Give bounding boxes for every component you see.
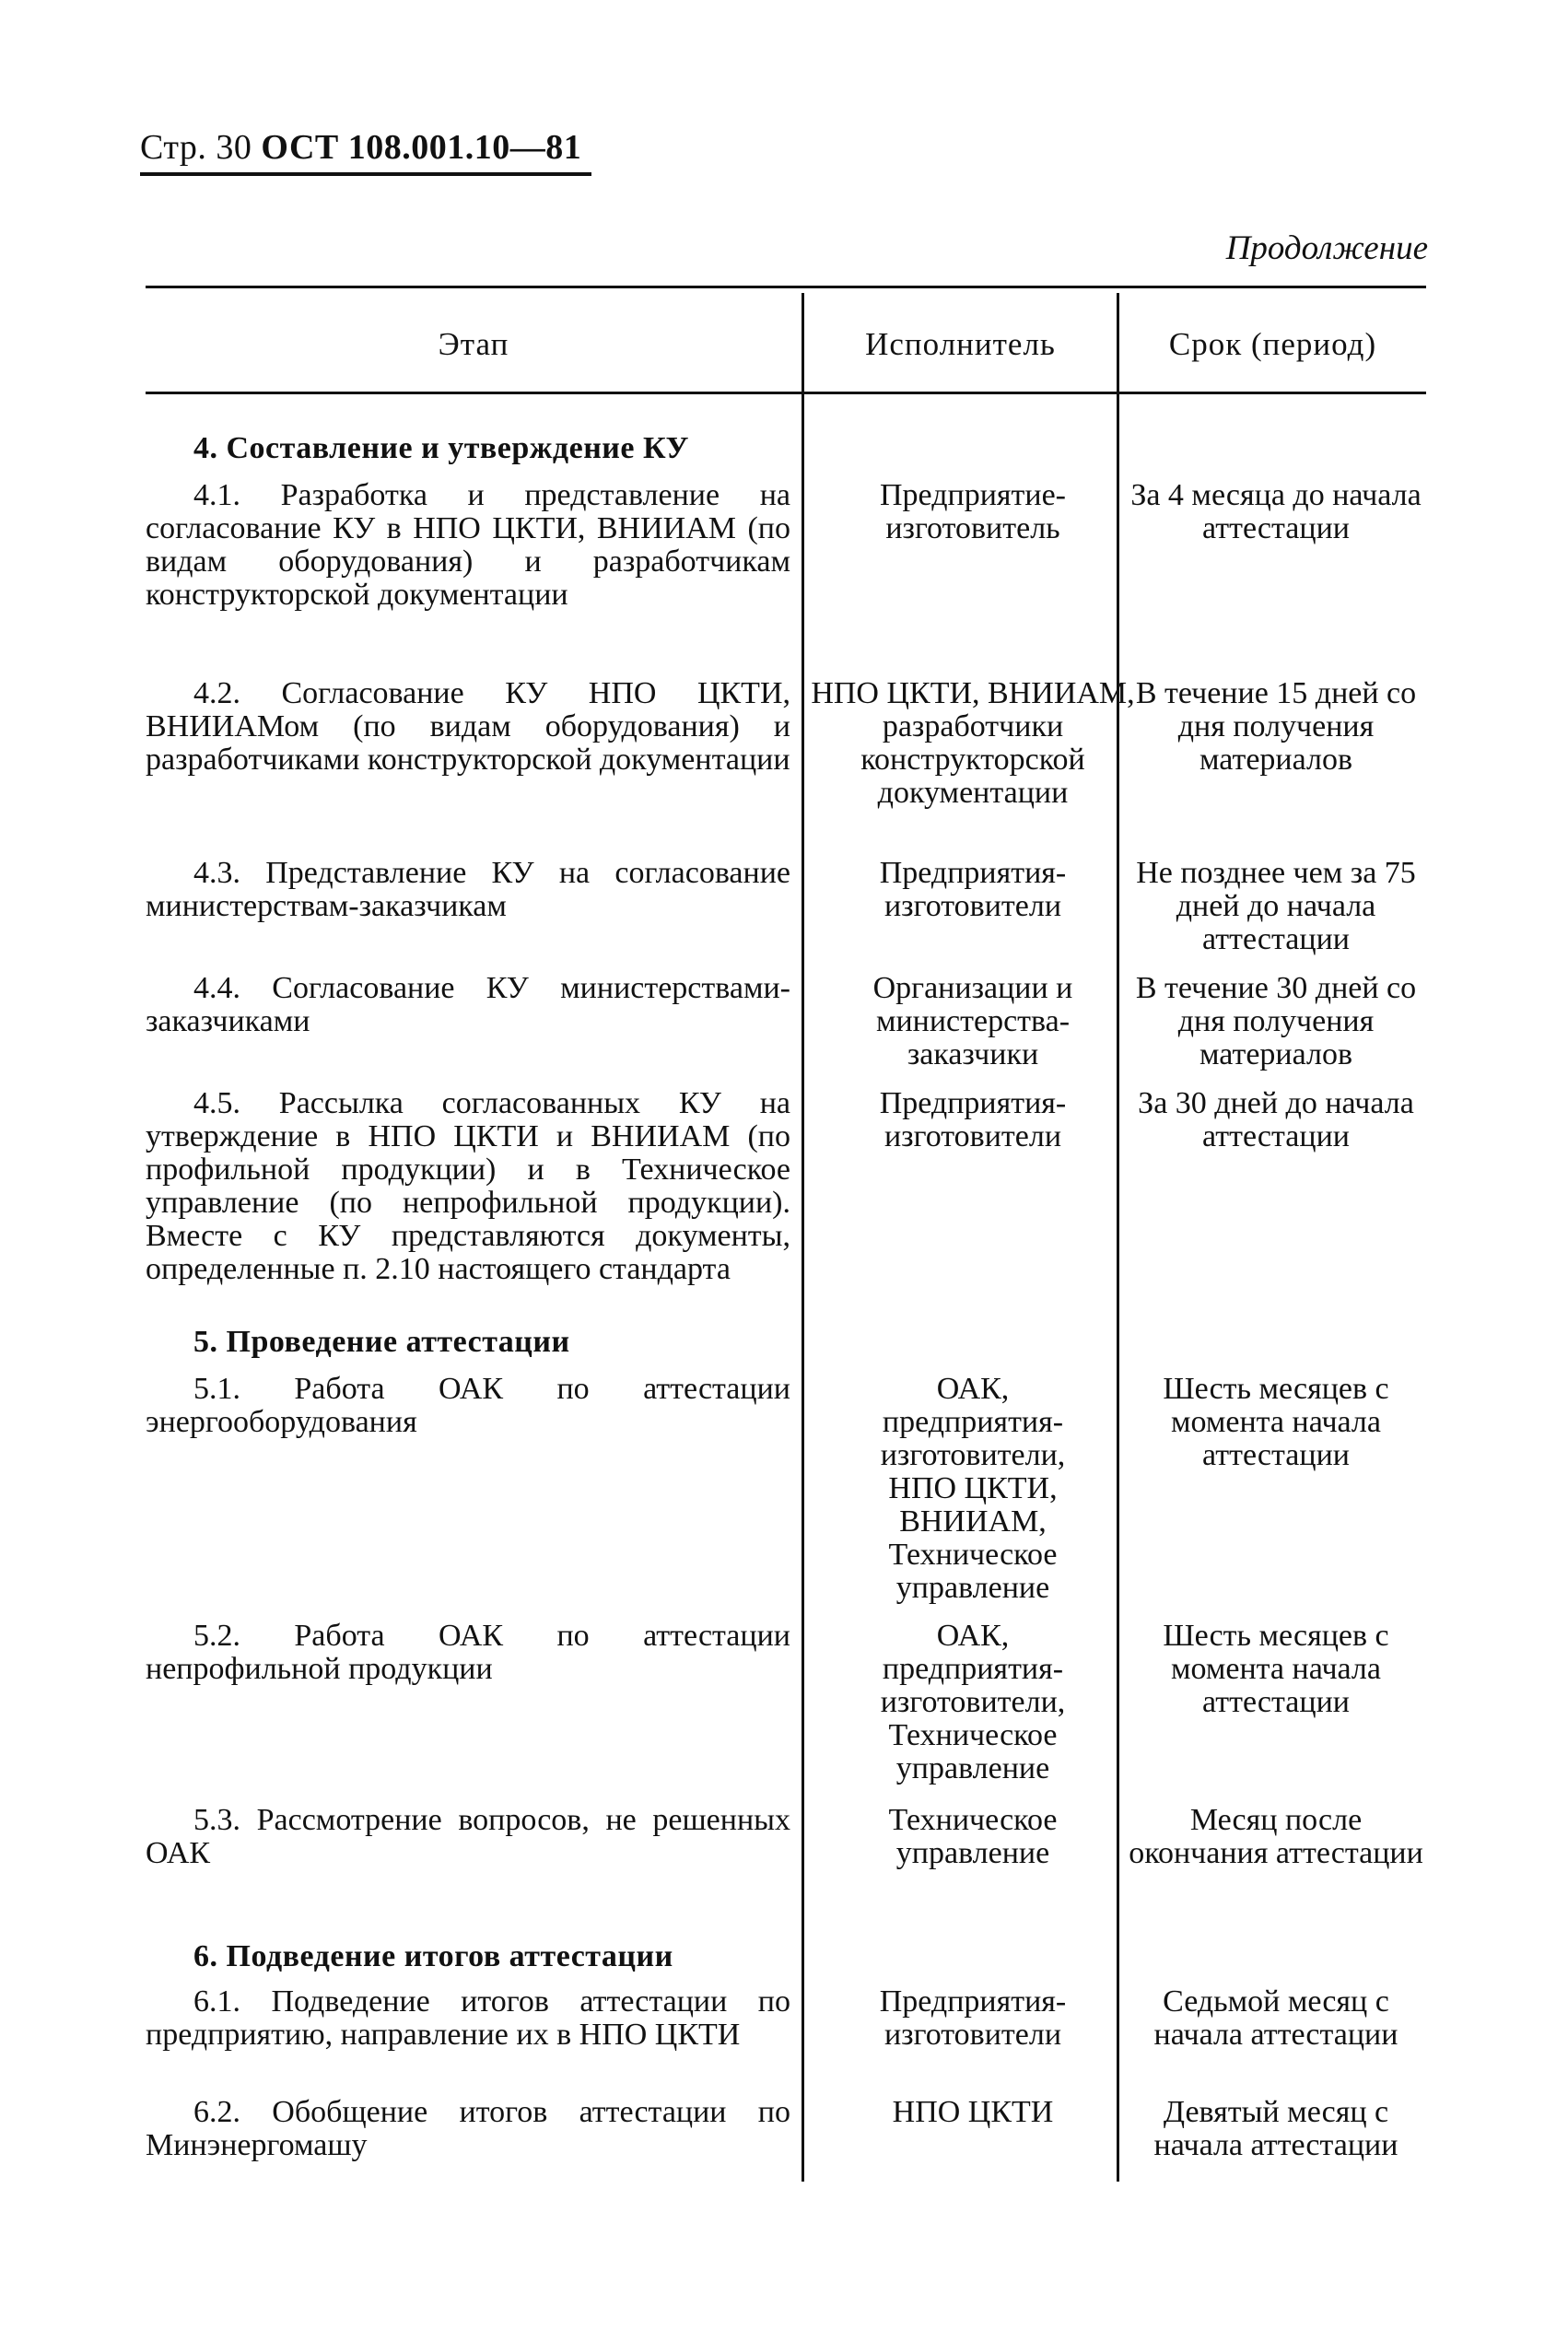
stage-cell: 6.1. Подведение итогов аттестации по предприятию, направление их в НПО ЦКТИ [146, 1984, 790, 2052]
column-divider-2 [1117, 293, 1119, 2182]
executor-cell: Предприятие-изготовитель [880, 478, 1066, 545]
column-header-executor: Исполнитель [865, 326, 1056, 362]
executor-cell: Предприятия-изготовители [879, 856, 1067, 923]
term-cell: В течение 15 дней со дня получения материалов [1135, 676, 1417, 777]
executor-cell: ОАК, предприятия-изготовители, НПО ЦКТИ, ВНИИАМ, Техническое управление [880, 1372, 1066, 1605]
executor-cell: НПО ЦКТИ [892, 2095, 1054, 2129]
table-header-rule [146, 392, 1426, 394]
stage-cell: 5.2. Работа ОАК по аттестации непрофильной продукции [146, 1619, 790, 1686]
term-cell: Месяц после окончания аттестации [1129, 1803, 1423, 1870]
term-cell: Шесть месяцев с момента начала аттестации [1163, 1619, 1389, 1719]
term-cell: Шесть месяцев с момента начала аттестации [1163, 1372, 1389, 1472]
executor-cell: Предприятия-изготовители [879, 1984, 1067, 2052]
page-header [140, 127, 581, 168]
page-number: Стр. 30 [140, 128, 252, 167]
header-underline [140, 172, 591, 176]
stage-cell: 4.2. Согласование КУ НПО ЦКТИ, ВНИИАМом (по видам оборудования) и разработчиками конструкторской документации [146, 676, 790, 777]
section-title: 6. Подведение итогов аттестации [193, 1939, 673, 1973]
section-title: 4. Составление и утверждение КУ [193, 431, 689, 465]
column-header-term: Срок (период) [1168, 326, 1377, 362]
standard-code: ОСТ 108.001.10—81 [261, 128, 582, 167]
term-cell: За 4 месяца до начала аттестации [1130, 478, 1422, 545]
term-cell: В течение 30 дней со дня получения материалов [1135, 971, 1417, 1071]
stage-cell: 4.4. Согласование КУ министерствами-заказчиками [146, 971, 790, 1038]
stage-cell: 6.2. Обобщение итогов аттестации по Минэнергомашу [146, 2095, 790, 2162]
executor-cell: Техническое управление [888, 1803, 1058, 1870]
continuation-label: Продолжение [1225, 229, 1428, 267]
stage-cell: 4.1. Разработка и представление на согласование КУ в НПО ЦКТИ, ВНИИАМ (по видам оборудования) и разработчикам конструкторской документации [146, 478, 790, 612]
stage-cell: 5.3. Рассмотрение вопросов, не решенных ОАК [146, 1803, 790, 1870]
executor-cell: НПО ЦКТИ, ВНИИАМ, разработчики конструкторской документации [811, 676, 1135, 810]
executor-cell: Предприятия-изготовители [879, 1086, 1067, 1153]
stage-cell: 4.5. Рассылка согласованных КУ на утверждение в НПО ЦКТИ и ВНИИАМ (по профильной продукции) и в Техническое управление (по непрофильной продукции). Вместе с КУ представляются документы, определенные п. 2.10 настоящего стандарта [146, 1086, 790, 1286]
stage-cell: 4.3. Представление КУ на согласование министерствам-заказчикам [146, 856, 790, 923]
column-header-stage: Этап [438, 326, 509, 362]
executor-cell: ОАК, предприятия-изготовители, Техническое управление [880, 1619, 1066, 1785]
table-top-rule [146, 286, 1426, 288]
term-cell: Седьмой месяц с начала аттестации [1153, 1984, 1398, 2052]
term-cell: За 30 дней до начала аттестации [1138, 1086, 1414, 1153]
executor-cell: Организации и министерства-заказчики [872, 971, 1073, 1071]
column-divider-1 [802, 293, 804, 2182]
stage-cell: 5.1. Работа ОАК по аттестации энергооборудования [146, 1372, 790, 1439]
section-title: 5. Проведение аттестации [193, 1325, 570, 1359]
term-cell: Девятый месяц с начала аттестации [1153, 2095, 1398, 2162]
term-cell: Не позднее чем за 75 дней до начала аттестации [1136, 856, 1416, 956]
